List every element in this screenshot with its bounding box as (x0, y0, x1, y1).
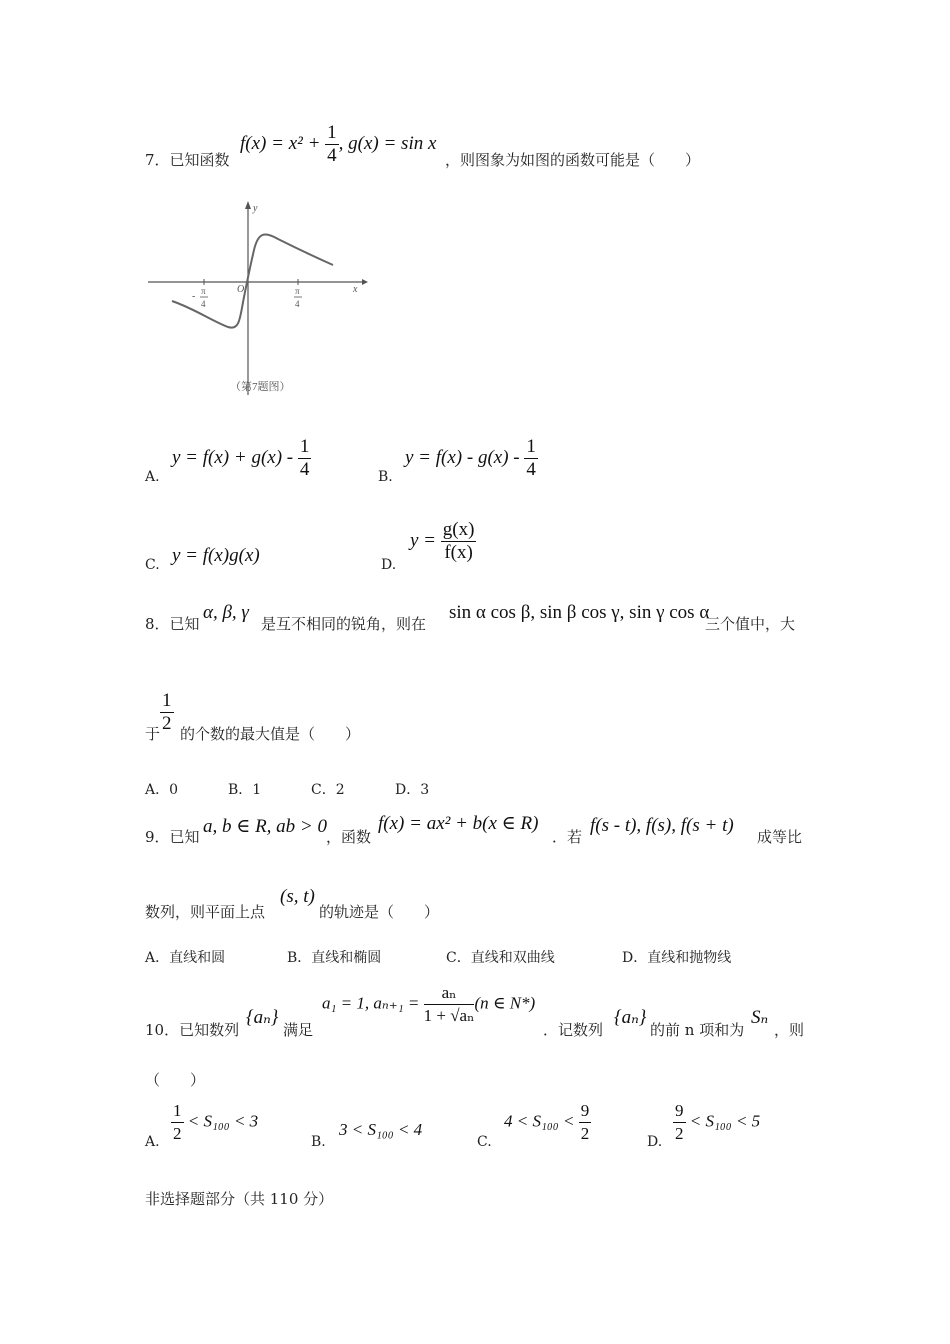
q10-mid3: 的前 n 项和为 (650, 1021, 745, 1039)
frac-num: 1 (171, 1100, 184, 1123)
pos-tick-den: 4 (295, 299, 300, 309)
frac-num: 9 (579, 1100, 592, 1123)
x-axis-label: x (353, 284, 358, 295)
q10-mid2: ．记数列 (543, 1021, 604, 1039)
q9-mid: ，函数 (326, 828, 372, 846)
q7-formula-frac (325, 122, 339, 167)
q10-option-d-label: D. (647, 1134, 663, 1150)
q7-option-d-frac (441, 519, 477, 564)
q10-cond (322, 982, 535, 1027)
figure-caption: （第7题图） (230, 381, 291, 393)
neg-tick-den: 4 (201, 299, 206, 309)
q8-option-a: A．0 (145, 782, 179, 798)
x-axis-arrow (362, 279, 368, 285)
q7-option-d-lhs: y = (410, 529, 441, 551)
q10-option-a-expr: < S₁₀₀ < 3 (183, 1111, 259, 1131)
frac-num: 1 (327, 122, 337, 143)
q9-line2-post: 的轨迹是（ ） (319, 903, 440, 921)
q7-option-d-label: D. (381, 557, 397, 573)
q10-option-c-label: C. (477, 1134, 492, 1150)
frac-den: 2 (173, 1124, 182, 1143)
q10-mid: 满足 (283, 1021, 314, 1039)
q7-option-b (405, 436, 538, 481)
frac-num: 1 (162, 690, 172, 711)
q8-option-d: D．3 (395, 782, 430, 798)
q9-tail: 成等比 (757, 828, 803, 846)
pos-tick-num: π (295, 286, 300, 296)
q7-option-a (172, 436, 311, 481)
q7-formula (240, 122, 436, 167)
q10-option-c-frac (579, 1100, 592, 1145)
q8-mid: 是互不相同的锐角，则在 (261, 615, 427, 633)
origin-label: O (237, 284, 245, 295)
q10-option-a (171, 1100, 258, 1145)
q9-line2-pre: 数列，则平面上点 (145, 903, 266, 921)
q8-number: 8．已知 (145, 615, 200, 633)
frac-den: 4 (526, 459, 536, 480)
q7-option-d (410, 519, 476, 564)
q9-cond: a, b ∈ R, ab > 0 (203, 816, 327, 837)
q9-func: f(x) = ax² + b(x ∈ R) (378, 813, 539, 834)
q10-option-d-expr: < S₁₀₀ < 5 (685, 1111, 761, 1131)
q8-option-c: C．2 (311, 782, 345, 798)
frac-num: 1 (299, 436, 310, 457)
frac-den: 1 + √aₙ (423, 1006, 475, 1025)
q10-option-d (673, 1100, 760, 1145)
frac-den: 4 (327, 145, 337, 166)
q9-number: 9．已知 (145, 828, 200, 846)
q8-expr: sin α cos β, sin β cos γ, sin γ cos α (449, 602, 710, 623)
q7-option-a-frac (298, 436, 312, 481)
q8-vars: α, β, γ (203, 602, 249, 623)
neg-tick-num: π (201, 286, 206, 296)
q10-tail: ，则 (774, 1021, 805, 1039)
q10-option-d-frac (673, 1100, 686, 1145)
q7-option-b-expr: y = f(x) - g(x) - (405, 446, 525, 468)
q10-sum: Sₙ (751, 1007, 769, 1028)
q7-option-b-label: B. (378, 469, 393, 485)
y-axis-label: y (253, 203, 258, 214)
q10-option-b-label: B. (311, 1134, 326, 1150)
q9-point: (s, t) (280, 886, 315, 907)
q10-option-c (504, 1100, 591, 1145)
q9-option-a: A．直线和圆 (145, 950, 226, 966)
q7-option-b-frac (524, 436, 538, 481)
q10-seq: {aₙ} (246, 1007, 279, 1028)
frac-num: g(x) (442, 519, 475, 540)
section-heading: 非选择题部分（共 110 分） (145, 1190, 334, 1208)
q10-option-a-label: A. (145, 1134, 160, 1150)
q10-cond-pre: a₁ = 1, aₙ₊₁ = (322, 993, 424, 1013)
q9-option-d: D．直线和抛物线 (622, 950, 732, 966)
q7-function-graph (140, 195, 380, 400)
q7-formula-g: , g(x) = sin x (338, 132, 437, 154)
frac-den: 2 (580, 1124, 590, 1143)
frac-num: 9 (673, 1100, 686, 1123)
q10-cond-frac (424, 982, 475, 1027)
q10-number: 10．已知数列 (145, 1021, 240, 1039)
q7-number: 7．已知函数 (145, 151, 230, 169)
q10-seq2: {aₙ} (614, 1007, 647, 1028)
q10-option-a-frac (171, 1100, 184, 1145)
q9-option-b: B．直线和椭圆 (287, 950, 382, 966)
q9-option-c: C．直线和双曲线 (446, 950, 555, 966)
frac-num: aₙ (424, 982, 475, 1005)
q10-option-b: 3 < S₁₀₀ < 4 (339, 1120, 423, 1139)
frac-den: 2 (162, 713, 172, 734)
q10-cond-post: (n ∈ N*) (474, 993, 536, 1013)
q8-line2-post: 的个数的最大值是（ ） (180, 725, 361, 743)
q10-option-c-expr: 4 < S₁₀₀ < (504, 1111, 579, 1131)
q7-option-a-label: A. (145, 469, 160, 485)
q9-seq: f(s - t), f(s), f(s + t) (590, 815, 734, 836)
y-axis-arrow (245, 201, 251, 209)
q8-tail: 三个值中，大 (705, 615, 796, 633)
q9-mid2: ．若 (552, 828, 583, 846)
q7-formula-f: f(x) = x² + (240, 132, 326, 154)
q7-option-a-expr: y = f(x) + g(x) - (172, 446, 298, 468)
q8-line2-pre: 于 (145, 725, 161, 743)
q10-paren: （ ） (145, 1071, 206, 1089)
frac-den: 4 (299, 459, 310, 480)
neg-tick-sign: - (192, 291, 196, 302)
q8-option-b: B．1 (228, 782, 262, 798)
frac-den: 2 (675, 1124, 684, 1143)
q7-option-c: y = f(x)g(x) (172, 545, 260, 566)
function-curve (172, 234, 333, 327)
frac-den: f(x) (444, 542, 473, 563)
frac-num: 1 (526, 436, 536, 457)
q7-tail: ，则图象为如图的函数可能是（ ） (445, 151, 701, 169)
q8-half-frac (160, 690, 174, 735)
q7-option-c-label: C. (145, 557, 160, 573)
